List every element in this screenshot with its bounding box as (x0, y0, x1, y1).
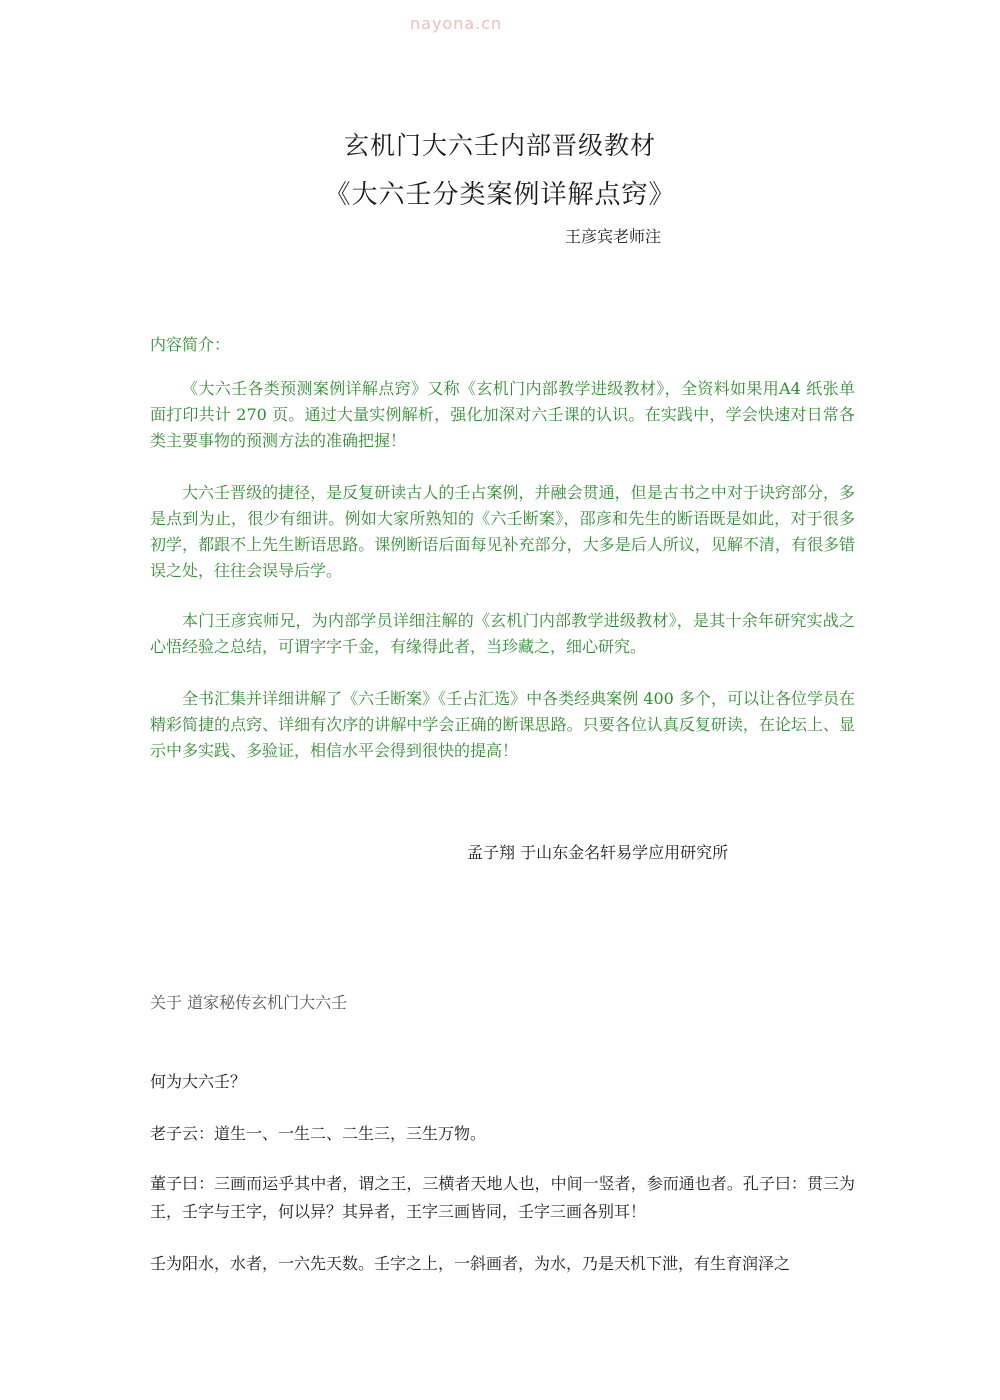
body-paragraph: 何为大六壬？ (150, 1072, 247, 1091)
body-paragraph: 壬为阳水，水者，一六先天数。壬字之上，一斜画者，为水，乃是天机下泄，有生育润泽之 (150, 1254, 791, 1273)
intro-paragraph: 《大六壬各类预测案例详解点窍》又称《玄机门内部教学进级教材》，全资料如果用A4 纸张单面打印共计 270 页。通过大量实例解析，强化加深对六壬课的认识。在实践中，学会快速对日常各类主要事物的预测方法的准确把握！ (150, 379, 855, 450)
author-line: 王彦宾老师注 (565, 227, 662, 246)
body-paragraph: 董子曰：三画而运乎其中者，谓之王，三横者天地人也，中间一竖者，参而通也者。孔子曰：贯三为王，壬字与王字，何以异？其异者，王字三画皆同，壬字三画各别耳！ (150, 1174, 855, 1221)
intro-paragraph: 全书汇集并详细讲解了《六壬断案》《壬占汇选》中各类经典案例 400 多个，可以让各位学员在精彩简捷的点窍、详细有次序的讲解中学会正确的断课思路。只要各位认真反复研读，在论坛上、显示中多实践、多验证，相信水平会得到很快的提高！ (150, 689, 855, 760)
intro-paragraph: 本门王彦宾师兄，为内部学员详细注解的《玄机门内部教学进级教材》，是其十余年研究实战之心悟经验之总结，可谓字字千金，有缘得此者，当珍藏之，细心研究。 (150, 611, 855, 656)
watermark: nayona.cn (410, 14, 503, 33)
intro-label: 内容简介： (150, 335, 231, 354)
intro-paragraph: 大六壬晋级的捷径，是反复研读古人的壬占案例，并融会贯通，但是古书之中对于诀窍部分，多是点到为止，很少有细讲。例如大家所熟知的《六壬断案》，邵彦和先生的断语既是如此，对于很多初学，都跟不上先生断语思路。课例断语后面每见补充部分，大多是后人所议，见解不清，有很多错误之处，往往会误导后学。 (150, 483, 855, 580)
document-title: 玄机门大六壬内部晋级教材 (343, 131, 656, 160)
body-paragraph: 老子云：道生一、一生二、二生三，三生万物。 (150, 1124, 487, 1143)
section-heading: 关于 道家秘传玄机门大六壬 (150, 993, 348, 1012)
signature: 孟子翔 于山东金名轩易学应用研究所 (467, 843, 729, 862)
document-subtitle: 《大六壬分类案例详解点窍》 (324, 180, 676, 210)
